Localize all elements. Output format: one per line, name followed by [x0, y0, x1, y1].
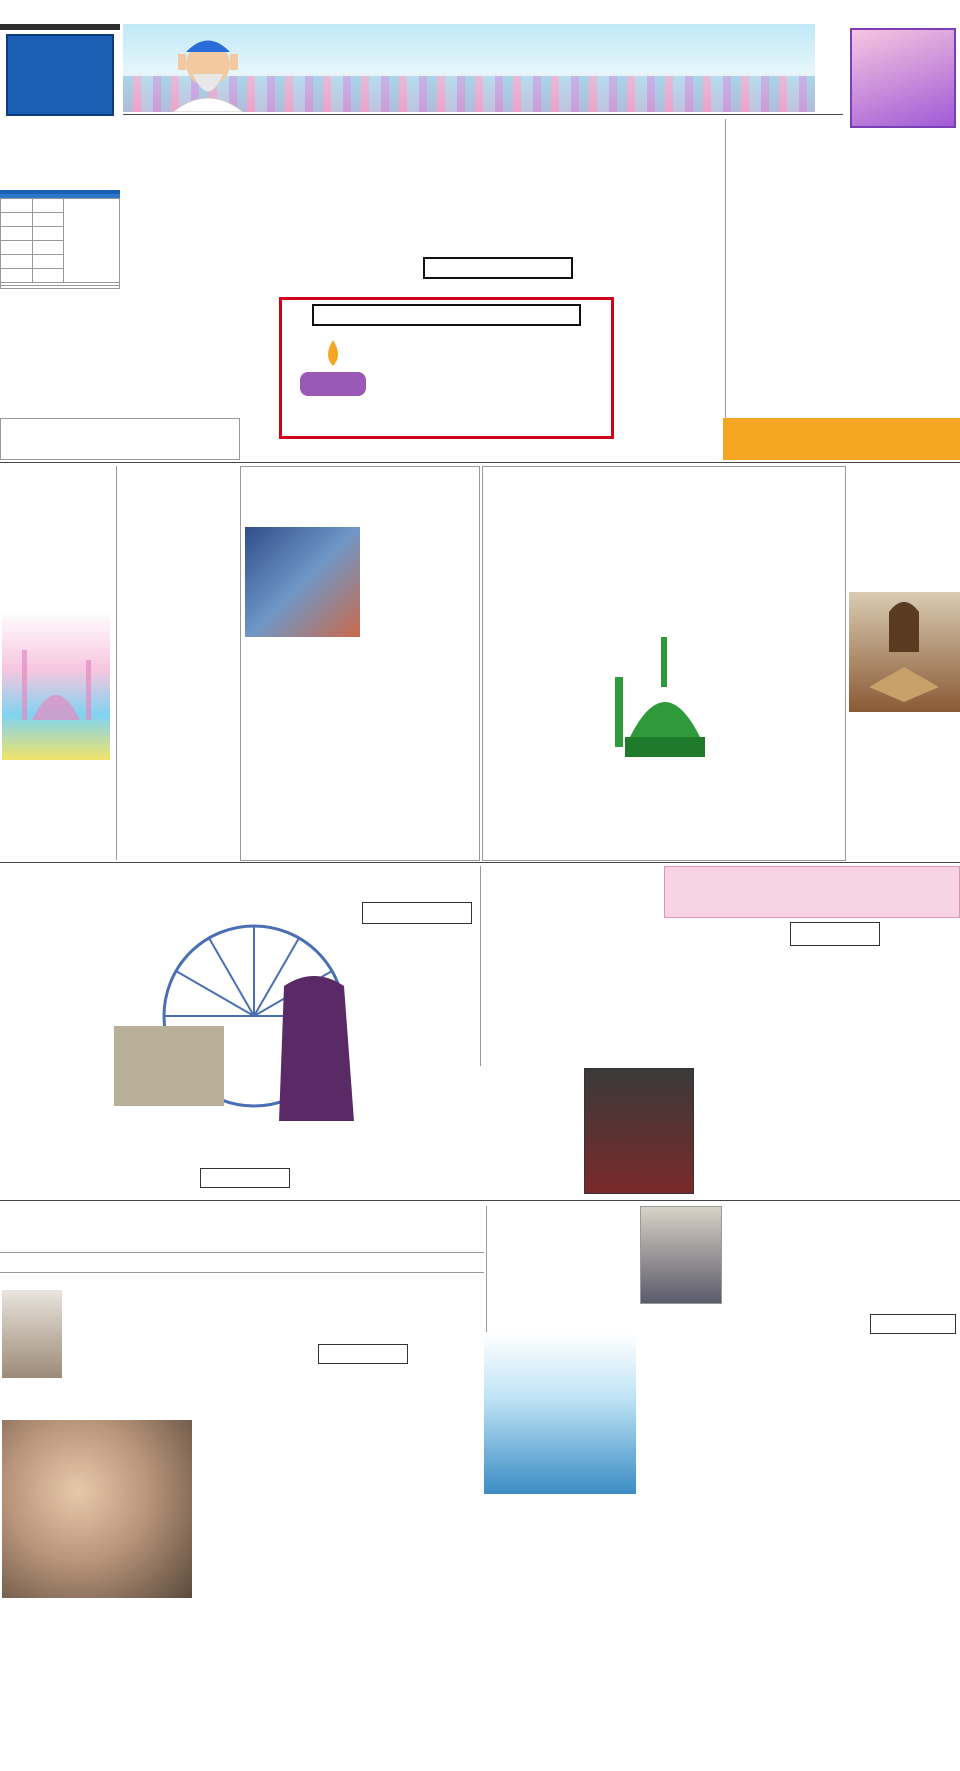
prayer-time-row	[1, 227, 64, 241]
asma-body-2	[849, 714, 960, 860]
green-dome-image	[605, 627, 725, 757]
highlight-box	[664, 866, 960, 918]
quran-stand-image	[849, 592, 960, 712]
yousuf-small-photo	[2, 1290, 62, 1378]
sarfarosh-body-2	[114, 1124, 364, 1164]
akhlaq-body-3	[726, 515, 841, 855]
muezzin-illustration	[153, 24, 263, 112]
column-a	[0, 866, 112, 1196]
prayer-name	[32, 255, 64, 269]
auliya-body-3	[245, 642, 305, 857]
bottom-body-2	[196, 1290, 316, 1598]
abbaji-body-1	[486, 1206, 636, 1332]
lead-intro	[725, 119, 843, 439]
miracles-box	[279, 297, 614, 439]
sarfarosh-graphic	[114, 906, 364, 1121]
prayer-name	[32, 241, 64, 255]
akhlaq-body-1	[487, 515, 602, 745]
peeran-banner	[0, 418, 240, 460]
prayer-time-row	[1, 213, 64, 227]
prayer-time-row	[1, 241, 64, 255]
prayer-time-value	[1, 255, 33, 269]
quran-feature-title	[0, 24, 120, 30]
masthead	[123, 24, 815, 112]
lead-body-lower-right	[619, 297, 723, 439]
prayer-time-row	[1, 255, 64, 269]
divider	[0, 462, 960, 463]
kitabat-text	[0, 122, 120, 184]
left-column	[0, 24, 120, 439]
ashoka-wheel-icon	[114, 906, 364, 1121]
ghazi-body-2	[480, 1068, 580, 1196]
dua-feature-logo	[850, 28, 956, 128]
quran-stand-icon	[849, 592, 960, 712]
divider	[0, 1200, 960, 1201]
miracles-text	[380, 332, 605, 432]
auliya-body-2	[245, 471, 360, 525]
lead-story	[123, 114, 843, 439]
lamp-icon	[288, 336, 378, 406]
peeran-body-2	[0, 762, 112, 860]
bottom-body-3	[318, 1370, 482, 1598]
auliya-body-4	[305, 707, 475, 857]
akhlaq-body-2	[605, 515, 720, 625]
prayer-time-value	[1, 199, 33, 213]
prayer-time-row	[1, 199, 64, 213]
mahfil-body-1	[664, 950, 812, 1062]
bottom-body-1	[64, 1290, 164, 1418]
flowers-image	[2, 610, 110, 760]
top-bar	[0, 0, 960, 22]
appointment-qist	[870, 1314, 956, 1334]
prayer-times-table	[0, 198, 64, 283]
prayer-time-value	[1, 269, 33, 283]
ghazi-body-1	[480, 866, 660, 1066]
divider	[0, 862, 960, 863]
sarfarosh-qist	[362, 902, 472, 924]
quran-lantern-image	[245, 527, 360, 637]
ghazi-book-cover	[584, 1068, 694, 1194]
roshni-logo	[288, 336, 378, 406]
mahfil-body-2	[814, 950, 960, 1196]
masthead-logo-box	[694, 30, 809, 104]
prayer-name	[32, 269, 64, 283]
appointment-body-2	[864, 1362, 960, 1598]
akhlaq-body-4	[487, 759, 723, 855]
yousuf-qist	[318, 1344, 408, 1364]
quran-feature-logo	[6, 34, 114, 116]
mahfil-qist	[790, 922, 880, 946]
bottom-subhead	[0, 1248, 484, 1253]
mosque-silhouette-icon	[2, 610, 110, 760]
author-photo	[640, 1206, 722, 1304]
bottom-subhead-2	[0, 1268, 484, 1273]
right-column	[846, 24, 960, 439]
miracles-title	[312, 304, 581, 326]
auliya-section	[240, 466, 480, 861]
peeran-body-1	[0, 466, 112, 608]
asma-body-1	[849, 476, 960, 591]
prayer-time-value	[1, 213, 33, 227]
yousuf-large-photo	[2, 1420, 192, 1598]
bottom-body-4	[318, 1290, 482, 1342]
green-dome-icon	[605, 627, 725, 757]
akhlaq-section	[482, 466, 846, 861]
prayer-time-row	[1, 269, 64, 283]
auliya-body-1	[365, 471, 475, 611]
prayer-time-value	[1, 241, 33, 255]
prayer-name	[32, 227, 64, 241]
lead-author	[423, 257, 573, 279]
prayer-time-value	[1, 227, 33, 241]
appointment-body-1	[640, 1308, 860, 1598]
peeran-body-3	[116, 466, 236, 860]
prayer-name	[32, 199, 64, 213]
abbaji-body-2	[486, 1496, 636, 1598]
prayer-name	[32, 213, 64, 227]
lead-body-names	[253, 119, 723, 147]
abbas-author	[200, 1168, 290, 1188]
abbaji-book-cover	[484, 1334, 636, 1494]
dua-text	[846, 132, 960, 402]
highlight-text	[665, 867, 959, 917]
abbaji-body-3	[724, 1206, 960, 1312]
asma-banner	[723, 418, 960, 460]
sarfarosh-body	[366, 928, 476, 1196]
